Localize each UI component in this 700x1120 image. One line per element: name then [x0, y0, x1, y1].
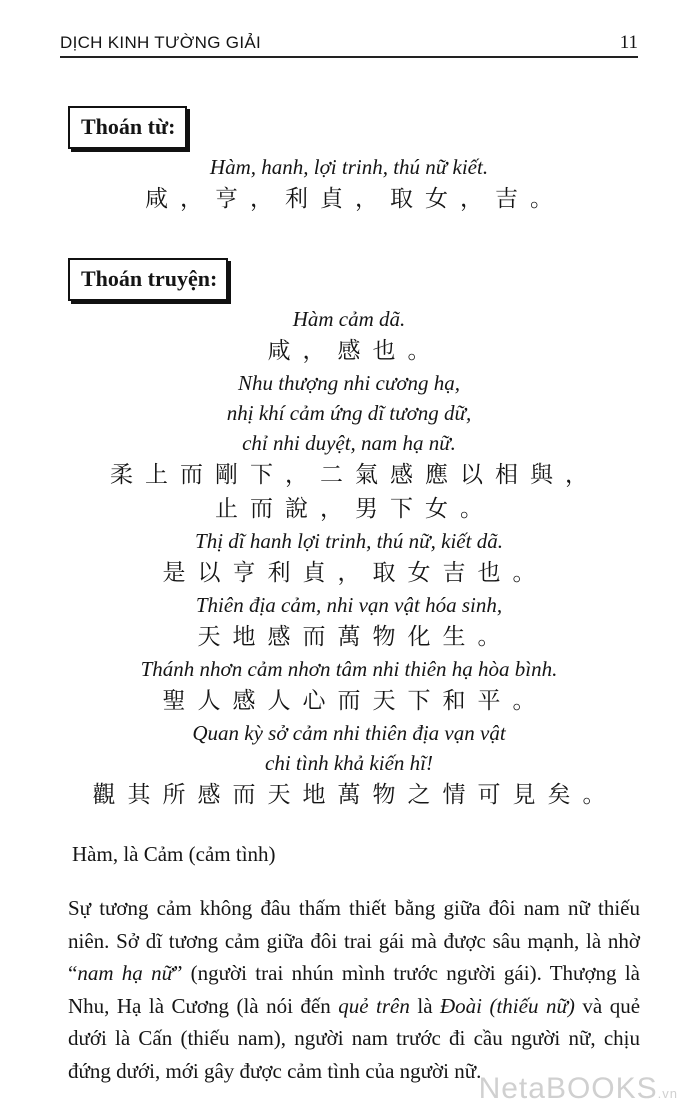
- running-header: [60, 30, 638, 58]
- verse-line-chinese: 咸，感也。: [267, 338, 443, 364]
- watermark-suffix: .vn: [657, 1086, 678, 1101]
- thoan-tu-transliteration: Hàm, hanh, lợi trinh, thú nữ kiết.: [209, 155, 489, 179]
- paragraph-italic: quẻ trên: [338, 993, 410, 1018]
- thoan-tu-section: [60, 152, 638, 216]
- commentary-paragraph: [68, 892, 640, 1087]
- verse-line-chinese: 天地感而萬物化生。: [197, 624, 513, 650]
- thoan-tu-label: Thoán từ:: [68, 106, 187, 149]
- verse-line-transliteration: Hàm cảm dã.: [292, 307, 406, 331]
- verse-line-transliteration: Quan kỳ sở cảm nhi thiên địa vạn vật: [192, 721, 506, 745]
- verse-line-chinese: 柔上而剛下，二氣感應以相與，: [110, 462, 600, 488]
- verse-line-transliteration: Thiên địa cảm, nhi vạn vật hóa sinh,: [195, 593, 503, 617]
- paragraph-text: ” (người trai nhún mình trước người gái). Thượng là Nhu, Hạ là Cương (là nói đến: [68, 961, 641, 1018]
- verse-line-transliteration: Thị dĩ hanh lợi trinh, thú nữ, kiết dã.: [195, 529, 503, 553]
- book-title: DỊCH KINH TƯỜNG GIẢI: [60, 33, 262, 52]
- publisher-watermark: [479, 1072, 678, 1106]
- verse-line-transliteration: Thánh nhơn cảm nhơn tâm nhi thiên hạ hòa bình.: [140, 657, 558, 681]
- verse-line-transliteration: chi tình khả kiến hĩ!: [265, 751, 433, 775]
- verse-line-transliteration: nhị khí cảm ứng dĩ tương dữ,: [226, 401, 472, 425]
- paragraph-text: là: [409, 993, 440, 1018]
- verse-line-chinese: 止而說，男下女。: [215, 496, 495, 522]
- verse-line-transliteration: Nhu thượng nhi cương hạ,: [237, 371, 461, 395]
- paragraph-text: Sự tương cảm không đâu thấm thiết bằng giữa đôi nam nữ thiếu niên. Sở dĩ tương cảm giữa đôi trai gái mà được sâu mạnh, là nhờ “: [68, 896, 640, 985]
- paragraph-text: và quẻ dưới là Cấn (thiếu nam), người nam trước đi cầu người nữ, chịu đứng dưới, mới gây được cảm tình của người nữ.: [68, 993, 641, 1083]
- thoan-tu-chinese: 咸，亨，利貞，取女，吉。: [145, 186, 565, 212]
- page-number: 11: [619, 32, 638, 53]
- thoan-truyen-section: [60, 304, 638, 812]
- watermark-text: NetaBOOKS: [478, 1072, 658, 1105]
- thoan-truyen-label: Thoán truyện:: [68, 258, 228, 301]
- paragraph-italic: nam hạ nữ: [77, 961, 174, 985]
- paragraph-italic: Đoài (thiếu nữ): [440, 993, 575, 1018]
- verse-line-chinese: 觀其所感而天地萬物之情可見矣。: [92, 782, 618, 808]
- verse-line-chinese: 是以亨利貞，取女吉也。: [162, 560, 548, 586]
- verse-line-transliteration: chỉ nhi duyệt, nam hạ nữ.: [242, 431, 456, 455]
- verse-line-chinese: 聖人感人心而天下和平。: [162, 688, 548, 714]
- gloss-line: Hàm, là Cảm (cảm tình): [72, 842, 276, 866]
